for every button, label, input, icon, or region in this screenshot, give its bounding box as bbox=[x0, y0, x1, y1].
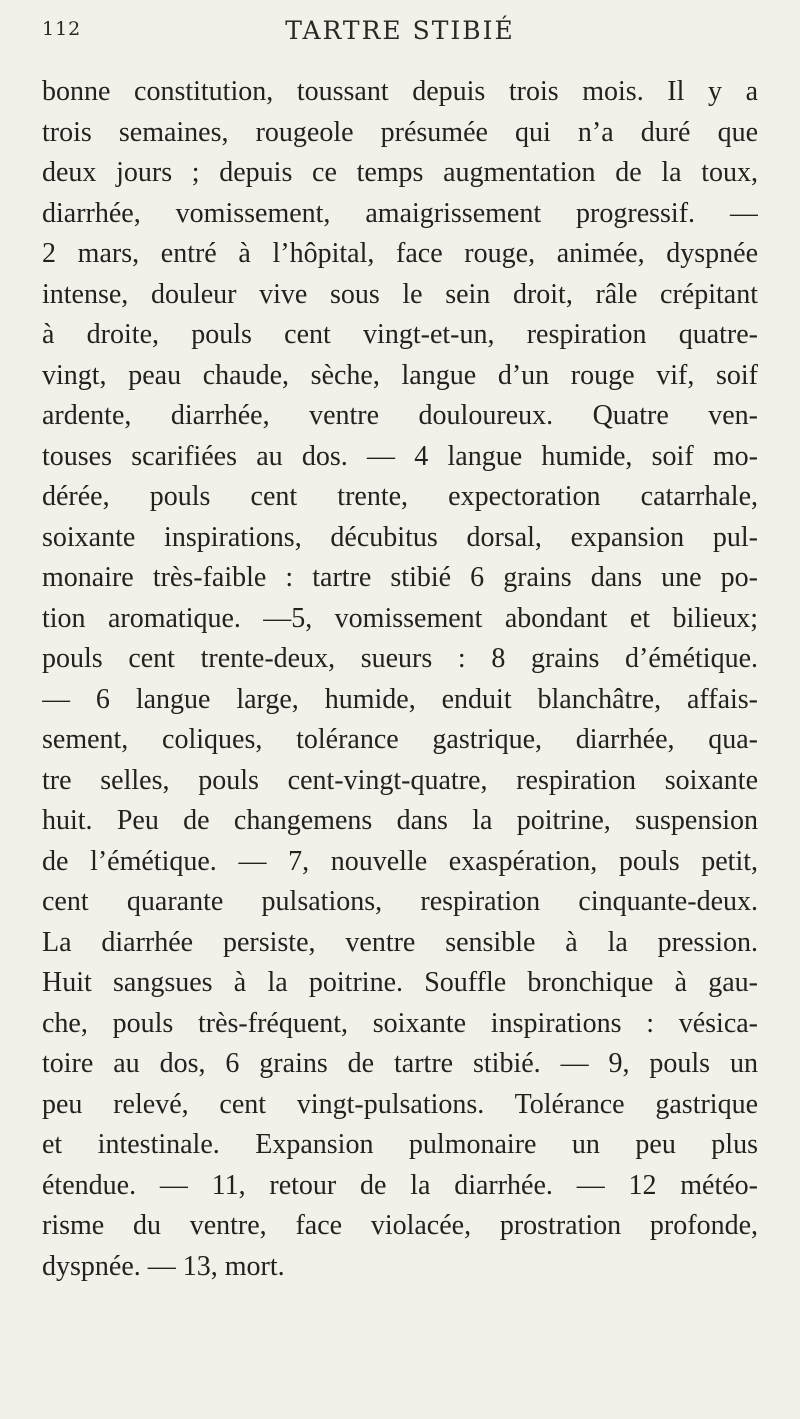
text-line: toire au dos, 6 grains de tartre stibié. — 9, pouls un bbox=[42, 1048, 758, 1079]
text-line: La diarrhée persiste, ventre sensible à la pression. bbox=[42, 926, 758, 958]
text-line: peu relevé, cent vingt-pulsations. Tolérance gastrique bbox=[42, 1088, 758, 1120]
text-line: che, pouls très-fréquent, soixante inspirations : vésica- bbox=[42, 1007, 758, 1039]
text-line: — 6 langue large, humide, enduit blanchâtre, affais- bbox=[42, 683, 758, 715]
text-line: touses scarifiées au dos. — 4 langue humide, soif mo- bbox=[42, 440, 758, 472]
text-line: à droite, pouls cent vingt-et-un, respiration quatre- bbox=[42, 319, 758, 350]
text-line: et intestinale. Expansion pulmonaire un peu plus bbox=[42, 1129, 758, 1160]
text-line: de l’émétique. — 7, nouvelle exaspération, pouls petit, bbox=[42, 845, 758, 877]
text-line: ardente, diarrhée, ventre douloureux. Quatre ven- bbox=[42, 400, 758, 431]
text-line: monaire très-faible : tartre stibié 6 grains dans une po- bbox=[42, 562, 758, 593]
text-line: risme du ventre, face violacée, prostration profonde, bbox=[42, 1210, 758, 1241]
text-line: tion aromatique. —5, vomissement abondant et bilieux; bbox=[42, 602, 758, 634]
running-head: TARTRE STIBIÉ bbox=[285, 16, 515, 45]
text-line: cent quarante pulsations, respiration cinquante-deux. bbox=[42, 886, 758, 917]
text-line: étendue. — 11, retour de la diarrhée. — 12 météo- bbox=[42, 1169, 758, 1201]
text-line: diarrhée, vomissement, amaigrissement progressif. — bbox=[42, 197, 758, 229]
body-text bbox=[42, 72, 758, 1287]
text-line: Huit sangsues à la poitrine. Souffle bronchique à gau- bbox=[42, 967, 758, 998]
text-line: pouls cent trente-deux, sueurs : 8 grains d’émétique. bbox=[42, 643, 758, 674]
page-number: 112 bbox=[42, 18, 82, 40]
text-line: trois semaines, rougeole présumée qui n’a duré que bbox=[42, 116, 758, 148]
text-line: dérée, pouls cent trente, expectoration catarrhale, bbox=[42, 481, 758, 512]
page-header bbox=[42, 12, 758, 52]
text-line: tre selles, pouls cent-vingt-quatre, respiration soixante bbox=[42, 764, 758, 796]
text-line: bonne constitution, toussant depuis trois mois. Il y a bbox=[42, 76, 758, 107]
text-line: soixante inspirations, décubitus dorsal, expansion pul- bbox=[42, 521, 758, 553]
text-line: intense, douleur vive sous le sein droit, râle crépitant bbox=[42, 278, 758, 310]
text-line: dyspnée. — 13, mort. bbox=[42, 1250, 285, 1282]
text-line: vingt, peau chaude, sèche, langue d’un rouge vif, soif bbox=[42, 359, 758, 391]
text-line: huit. Peu de changemens dans la poitrine, suspension bbox=[42, 805, 758, 836]
text-line: 2 mars, entré à l’hôpital, face rouge, animée, dyspnée bbox=[42, 238, 758, 269]
text-line: deux jours ; depuis ce temps augmentation de la toux, bbox=[42, 157, 758, 188]
text-line: sement, coliques, tolérance gastrique, diarrhée, qua- bbox=[42, 724, 758, 755]
